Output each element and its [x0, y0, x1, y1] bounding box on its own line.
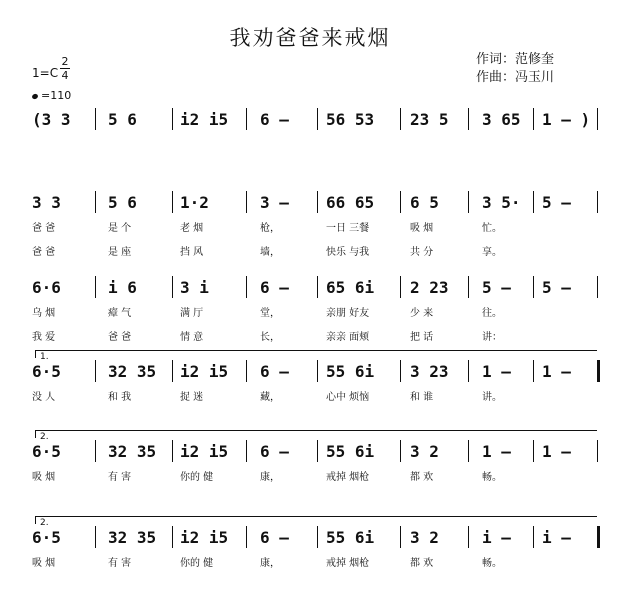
barline [597, 191, 598, 213]
lyric-text: 你的 健 [180, 472, 214, 483]
song-title: 我劝爸爸来戒烟 [229, 26, 391, 50]
time-sig-bottom: 4 [61, 69, 69, 82]
measure-notes: 6 – [260, 442, 289, 461]
tempo-marking [32, 89, 71, 102]
barline [533, 108, 534, 130]
barline [400, 440, 401, 462]
lyric-text: 一日 三餐 [326, 223, 370, 234]
volta-bracket-end [35, 430, 36, 438]
volta-bracket-end [35, 350, 36, 358]
lyric-text: 亲亲 面颊 [326, 332, 370, 343]
lyric-text: 都 欢 [410, 472, 434, 483]
lyric-text: 快乐 与我 [326, 247, 370, 258]
lyric-text: 少 来 [410, 308, 434, 319]
measure-notes: 6·6 [32, 278, 61, 297]
barline [317, 360, 318, 382]
barline [317, 191, 318, 213]
barline [468, 440, 469, 462]
barline [400, 191, 401, 213]
measure-notes: 32 35 [108, 528, 157, 547]
measure-notes: 6 – [260, 278, 289, 297]
barline [95, 276, 96, 298]
final-barline [597, 360, 600, 382]
lyric-text: 畅。 [482, 558, 502, 569]
lyric-text: 讲： [482, 332, 502, 343]
barline [533, 440, 534, 462]
barline [95, 526, 96, 548]
lyric-text: 吸 烟 [32, 558, 56, 569]
barline [468, 276, 469, 298]
barline [95, 440, 96, 462]
barline [400, 108, 401, 130]
measure-notes: 55 6i [326, 442, 375, 461]
lyric-text: 情 意 [180, 332, 204, 343]
measure-notes: 6 – [260, 362, 289, 381]
lyric-text: 都 欢 [410, 558, 434, 569]
lyric-text: 捉 迷 [180, 392, 204, 403]
lyric-text: 吸 烟 [410, 223, 434, 234]
measure-notes: 3 2 [410, 442, 439, 461]
lyric-text: 戒掉 烟枪 [326, 558, 370, 569]
time-sig-top: 2 [61, 55, 69, 68]
barline [597, 108, 598, 130]
barline [172, 360, 173, 382]
lyric-text: 堂， [260, 308, 280, 319]
barline [317, 276, 318, 298]
volta-bracket [35, 516, 597, 517]
measure-notes: i – [542, 528, 571, 547]
measure-notes: 3 65 [482, 110, 521, 129]
lyric-text: 心中 烦恼 [326, 392, 370, 403]
quarter-note-icon [31, 93, 38, 100]
barline [246, 526, 247, 548]
measure-notes: i2 i5 [180, 110, 229, 129]
measure-notes: 1·2 [180, 193, 209, 212]
measure-notes: 1 – [482, 362, 511, 381]
lyric-text: 和 谁 [410, 392, 434, 403]
lyric-text: 藏， [260, 392, 280, 403]
barline [317, 108, 318, 130]
measure-notes: 6 – [260, 110, 289, 129]
barline [95, 191, 96, 213]
barline [533, 276, 534, 298]
measure-notes: i 6 [108, 278, 137, 297]
barline [246, 191, 247, 213]
barline [172, 108, 173, 130]
measure-notes: i2 i5 [180, 528, 229, 547]
time-signature [60, 55, 70, 82]
measure-notes: 6 5 [410, 193, 439, 212]
volta-bracket [35, 430, 597, 431]
measure-notes: 6 – [260, 528, 289, 547]
lyric-text: 亲朋 好友 [326, 308, 370, 319]
lyric-text: 长， [260, 332, 280, 343]
lyric-text: 忙。 [482, 223, 502, 234]
measure-notes: 1 – [542, 442, 571, 461]
barline [317, 440, 318, 462]
lyric-text: 吸 烟 [32, 472, 56, 483]
measure-notes: 3 3 [32, 193, 61, 212]
measure-notes: 5 – [542, 193, 571, 212]
lyric-text: 老 烟 [180, 223, 204, 234]
barline [400, 526, 401, 548]
measure-notes: 23 5 [410, 110, 449, 129]
measure-notes: 66 65 [326, 193, 375, 212]
lyric-text: 有 害 [108, 558, 132, 569]
measure-notes: 2 23 [410, 278, 449, 297]
barline [246, 440, 247, 462]
volta-number: 2. [40, 518, 49, 528]
lyricist-credit: 作词：范修奎 [476, 52, 555, 67]
final-barline [597, 526, 600, 548]
lyric-text: 享。 [482, 247, 502, 258]
barline [468, 108, 469, 130]
lyric-text: 有 害 [108, 472, 132, 483]
barline [246, 108, 247, 130]
volta-number: 2. [40, 432, 49, 442]
measure-notes: i – [482, 528, 511, 547]
barline [533, 526, 534, 548]
barline [172, 526, 173, 548]
barline [172, 191, 173, 213]
lyric-text: 你的 健 [180, 558, 214, 569]
lyric-text: 和 我 [108, 392, 132, 403]
measure-notes: 5 – [542, 278, 571, 297]
measure-notes: 55 6i [326, 362, 375, 381]
barline [95, 108, 96, 130]
lyric-text: 瘴 气 [108, 308, 132, 319]
barline [400, 276, 401, 298]
barline [468, 360, 469, 382]
lyric-text: 共 分 [410, 247, 434, 258]
lyric-text: 没 人 [32, 392, 56, 403]
measure-notes: 32 35 [108, 442, 157, 461]
barline [468, 526, 469, 548]
measure-notes: 6·5 [32, 528, 61, 547]
measure-notes: 5 – [482, 278, 511, 297]
lyric-text: 我 爱 [32, 332, 56, 343]
measure-notes: 1 – [542, 362, 571, 381]
measure-notes: 3 23 [410, 362, 449, 381]
lyric-text: 是 个 [108, 223, 132, 234]
measure-notes: 1 – ) [542, 110, 591, 129]
barline [533, 191, 534, 213]
lyric-text: 爸 爸 [108, 332, 132, 343]
measure-notes: 65 6i [326, 278, 375, 297]
measure-notes: i2 i5 [180, 362, 229, 381]
measure-notes: 5 6 [108, 110, 137, 129]
measure-notes: 56 53 [326, 110, 375, 129]
key-signature: 1=C [32, 66, 59, 80]
lyric-text: 畅。 [482, 472, 502, 483]
barline [468, 191, 469, 213]
barline [95, 360, 96, 382]
lyric-text: 爸 爸 [32, 247, 56, 258]
measure-notes: 5 6 [108, 193, 137, 212]
barline [317, 526, 318, 548]
volta-number: 1. [40, 352, 49, 362]
barline [172, 440, 173, 462]
lyric-text: 墙， [260, 247, 280, 258]
barline [400, 360, 401, 382]
barline [597, 440, 598, 462]
measure-notes: 55 6i [326, 528, 375, 547]
barline [246, 360, 247, 382]
lyric-text: 满 厅 [180, 308, 204, 319]
tempo-value: =110 [41, 89, 72, 102]
lyric-text: 戒掉 烟枪 [326, 472, 370, 483]
measure-notes: 32 35 [108, 362, 157, 381]
barline [597, 276, 598, 298]
measure-notes: 3 5· [482, 193, 521, 212]
lyric-text: 讲。 [482, 392, 502, 403]
lyric-text: 康， [260, 558, 280, 569]
volta-bracket [35, 350, 597, 351]
measure-notes: i2 i5 [180, 442, 229, 461]
measure-notes: 6·5 [32, 362, 61, 381]
lyric-text: 枪， [260, 223, 280, 234]
lyric-text: 挡 风 [180, 247, 204, 258]
measure-notes: (3 3 [32, 110, 71, 129]
barline [172, 276, 173, 298]
lyric-text: 爸 爸 [32, 223, 56, 234]
composer-credit: 作曲：冯玉川 [476, 70, 555, 85]
volta-bracket-end [35, 516, 36, 524]
lyric-text: 乌 烟 [32, 308, 56, 319]
measure-notes: 6·5 [32, 442, 61, 461]
measure-notes: 3 – [260, 193, 289, 212]
lyric-text: 把 话 [410, 332, 434, 343]
lyric-text: 往。 [482, 308, 502, 319]
measure-notes: 3 i [180, 278, 209, 297]
barline [533, 360, 534, 382]
barline [246, 276, 247, 298]
lyric-text: 康， [260, 472, 280, 483]
measure-notes: 3 2 [410, 528, 439, 547]
measure-notes: 1 – [482, 442, 511, 461]
lyric-text: 是 座 [108, 247, 132, 258]
